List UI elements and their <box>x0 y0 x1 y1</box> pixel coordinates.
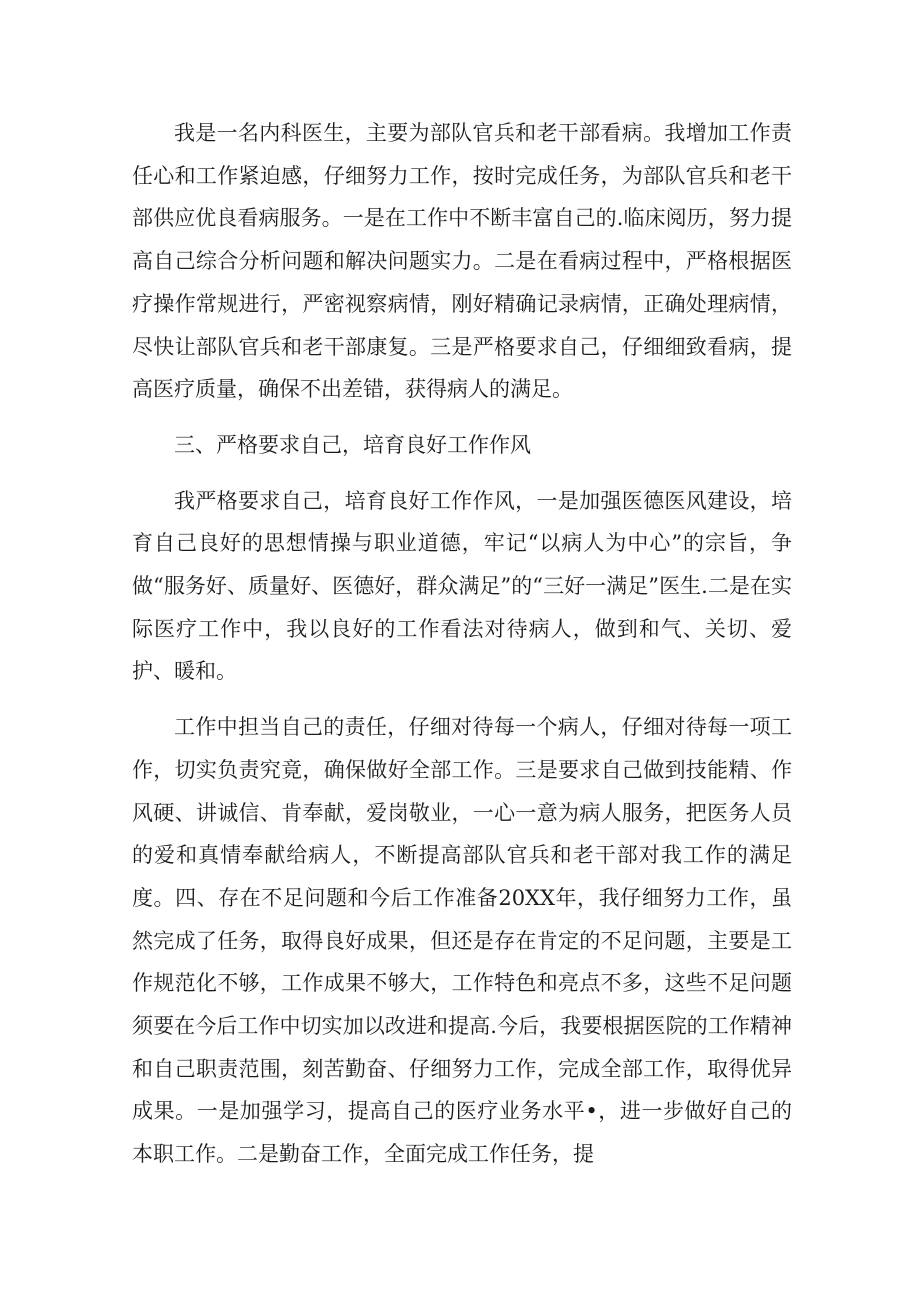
document-body <box>132 112 792 1176</box>
paragraph-gap <box>132 411 792 424</box>
paragraph-gap <box>132 467 792 480</box>
paragraph-gap <box>132 693 792 706</box>
paragraph-3: 工作中担当自己的责任，仔细对待每一个病人，仔细对待每一项工作，切实负责究竟，确保做好全部工作。三是要求自己做到技能精、作风硬、讲诚信、肯奉献，爱岗敬业，一心一意为病人服务，把医务人员的爱和真情奉献给病人，不断提高部队官兵和老干部对我工作的满足度。四、存在不足问题和今后工作准备20XX年，我仔细努力工作，虽然完成了任务，取得良好成果，但还是存在肯定的不足问题，主要是工作规范化不够，工作成果不够大，工作特色和亮点不多，这些不足问题须要在今后工作中切实加以改进和提高.今后，我要根据医院的工作精神和自己职责范围，刻苦勤奋、仔细努力工作，完成全部工作，取得优异成果。一是加强学习，提高自己的医疗业务水平•，进一步做好自己的本职工作。二是勤奋工作，全面完成工作任务，提 <box>132 715 792 1167</box>
paragraph-1: 我是一名内科医生，主要为部队官兵和老干部看病。我增加工作责任心和工作紧迫感，仔细努力工作，按时完成任务，为部队官兵和老干部供应优良看病服务。一是在工作中不断丰富自己的.临床阅历，努力提高自己综合分析问题和解决问题实力。二是在看病过程中，严格根据医疗操作常规进行，严密视察病情，刚好精确记录病情，正确处理病情，尽快让部队官兵和老干部康复。三是严格要求自己，仔细细致看病，提高医疗质量，确保不出差错，获得病人的满足。 <box>132 121 792 402</box>
section-heading: 三、严格要求自己，培育良好工作作风 <box>174 432 531 457</box>
paragraph-2: 我严格要求自己，培育良好工作作风，一是加强医德医风建设，培育自己良好的思想情操与职业道德，牢记“以病人为中心”的宗旨，争做“服务好、质量好、医德好，群众满足”的“三好一满足”医生.二是在实际医疗工作中，我以良好的工作看法对待病人，做到和气、关切、爱护、暖和。 <box>132 488 792 684</box>
